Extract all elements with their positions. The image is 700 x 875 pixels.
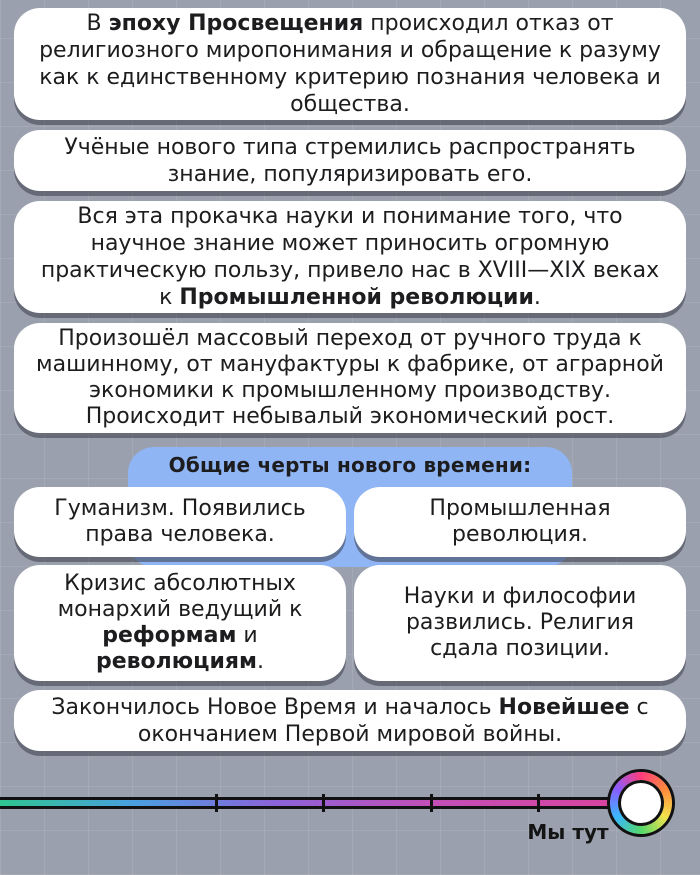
timeline-tick bbox=[430, 794, 433, 812]
enlightenment-term: эпоху Просвещения bbox=[108, 11, 364, 36]
feature-humanism-text: Гуманизм. Появились права человека. bbox=[54, 496, 306, 547]
timeline-here-label: Мы тут bbox=[527, 820, 609, 844]
card-scientists bbox=[14, 130, 686, 191]
revolutions-term: революциям bbox=[95, 649, 258, 674]
card-ending bbox=[14, 690, 686, 751]
feature-industrial-revolution bbox=[354, 487, 686, 557]
card-ending-text: Закончилось Новое Время и началось Новейшее с окончанием Первой мировой войны. bbox=[51, 694, 649, 747]
timeline-tick bbox=[215, 794, 218, 812]
marker-center bbox=[618, 780, 664, 826]
feature-science-text: Науки и философии развились. Религия сдала позиции. bbox=[403, 584, 637, 661]
reforms-term: реформам bbox=[102, 623, 237, 648]
card-industrial-text: Вся эта прокачка науки и понимание того, что научное знание может приносить огромную практическую пользу, привело нас в XVIII—XIX веках к Промышленной революции. bbox=[40, 204, 660, 310]
timeline-bar bbox=[0, 797, 615, 809]
feature-science bbox=[354, 565, 686, 681]
card-industrial bbox=[14, 201, 686, 313]
feature-crisis bbox=[14, 565, 346, 681]
card-scientists-text: Учёные нового типа стремились распространять знание, популяризировать его. bbox=[64, 134, 636, 187]
industrial-revolution-term: Промышленной революции bbox=[179, 285, 534, 310]
card-transition-text: Произошёл массовый переход от ручного труда к машинному, от мануфактуры к фабрике, от аграрной экономики к промышленному производству. Происходит небывалый экономический рост. bbox=[36, 326, 664, 429]
features-title: Общие черты нового времени: bbox=[168, 453, 532, 477]
timeline-tick bbox=[322, 794, 325, 812]
feature-crisis-text: Кризис абсолютных монархий ведущий к реформам и революциям. bbox=[57, 571, 303, 674]
card-transition bbox=[14, 323, 686, 433]
feature-industrial-revolution-text: Промышленная революция. bbox=[429, 496, 611, 547]
timeline-tick bbox=[537, 794, 540, 812]
card-enlightenment-text: В эпоху Просвещения происходил отказ от религиозного миропонимания и обращение к разуму как к единственному критерию познания человека и общества. bbox=[39, 11, 661, 117]
card-enlightenment bbox=[14, 8, 686, 120]
current-position-marker-icon bbox=[610, 772, 672, 834]
timeline-line bbox=[0, 797, 615, 809]
newest-time-term: Новейшее bbox=[498, 694, 630, 720]
feature-humanism bbox=[14, 487, 346, 557]
